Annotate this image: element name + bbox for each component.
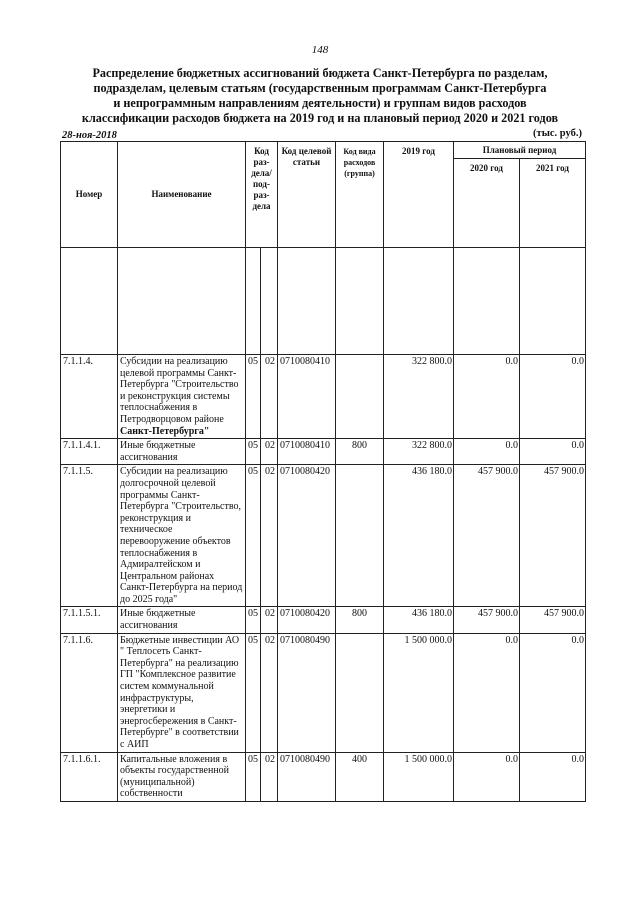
row-subsection: 02: [261, 355, 278, 439]
row-2021: 0.0: [520, 355, 586, 439]
header-planned-period: Плановый период: [454, 142, 586, 159]
title-line: классификации расходов бюджета на 2019 год и на плановый период 2020 и 2021 годов: [81, 111, 559, 125]
row-number: 7.1.1.4.: [61, 355, 118, 439]
header-expense-type-code: Код вида расходов (группа): [336, 142, 384, 248]
row-section: 05: [246, 465, 261, 607]
budget-table: [60, 141, 586, 802]
header-year-2019: 2019 год: [384, 142, 454, 248]
table-row: [61, 752, 586, 801]
row-2019: 322 800.0: [384, 355, 454, 439]
row-target: 0710080410: [278, 355, 336, 439]
row-2019: 322 800.0: [384, 439, 454, 465]
row-section: 05: [246, 439, 261, 465]
row-name: Иные бюджетные ассигнования: [118, 607, 246, 633]
row-2020: 457 900.0: [454, 465, 520, 607]
table-row: [61, 465, 586, 607]
row-type: 800: [336, 439, 384, 465]
row-number: 7.1.1.5.: [61, 465, 118, 607]
title-line: Распределение бюджетных ассигнований бюджета Санкт-Петербурга по разделам,: [92, 66, 548, 80]
header-year-2020: 2020 год: [454, 159, 520, 248]
units-label: (тыс. руб.): [533, 128, 582, 139]
row-name: Субсидии на реализацию целевой программы Санкт-Петербурга "Строительство и реконструкция системы теплоснабжения в Петродворцовом районе Санкт-Петербурга": [118, 355, 246, 439]
row-number: 7.1.1.4.1.: [61, 439, 118, 465]
row-subsection: 02: [261, 752, 278, 801]
header-section-code: Код раз-дела/под-раз-дела: [246, 142, 278, 248]
row-target: 0710080490: [278, 752, 336, 801]
row-2020: 0.0: [454, 355, 520, 439]
row-2019: 436 180.0: [384, 607, 454, 633]
row-section: 05: [246, 752, 261, 801]
row-subsection: 02: [261, 465, 278, 607]
title-line: и непрограммным направлениям деятельности) и группам видов расходов: [113, 96, 527, 110]
document-title: [70, 66, 570, 126]
row-section: 05: [246, 633, 261, 752]
header-target-code: Код целевой статьи: [278, 142, 336, 248]
table-row: [61, 633, 586, 752]
title-line: подразделам, целевым статьям (государственным программам Санкт-Петербурга: [93, 81, 547, 95]
row-2021: 457 900.0: [520, 465, 586, 607]
row-subsection: 02: [261, 439, 278, 465]
row-target: 0710080420: [278, 607, 336, 633]
row-number: 7.1.1.5.1.: [61, 607, 118, 633]
row-2019: 1 500 000.0: [384, 752, 454, 801]
row-2019: 436 180.0: [384, 465, 454, 607]
row-type: [336, 355, 384, 439]
row-subsection: 02: [261, 607, 278, 633]
row-name: Бюджетные инвестиции АО " Теплосеть Санкт-Петербурга" на реализацию ГП "Комплексное развитие систем коммунальной инфраструктуры, энергетики и энергосбережения в Санкт-Петербурге" в соответствии с АИП: [118, 633, 246, 752]
row-2021: 0.0: [520, 633, 586, 752]
row-name: Субсидии на реализацию долгосрочной целевой программы Санкт-Петербурга "Строительство, реконструкция и техническое перевооружение объектов теплоснабжения в Адмиралтейском и Центральном районах Санкт-Петербурга на период до 2025 года": [118, 465, 246, 607]
row-2020: 457 900.0: [454, 607, 520, 633]
row-target: 0710080410: [278, 439, 336, 465]
spacer-row: [61, 248, 586, 355]
row-target: 0710080490: [278, 633, 336, 752]
header-year-2021: 2021 год: [520, 159, 586, 248]
row-type: [336, 633, 384, 752]
row-2021: 0.0: [520, 439, 586, 465]
header-number: Номер: [61, 142, 118, 248]
row-target: 0710080420: [278, 465, 336, 607]
row-2020: 0.0: [454, 752, 520, 801]
row-2021: 457 900.0: [520, 607, 586, 633]
page-number: 148: [311, 44, 329, 56]
table-row: [61, 607, 586, 633]
header-name: Наименование: [118, 142, 246, 248]
row-2019: 1 500 000.0: [384, 633, 454, 752]
row-type: 400: [336, 752, 384, 801]
row-type: [336, 465, 384, 607]
row-2020: 0.0: [454, 439, 520, 465]
row-section: 05: [246, 607, 261, 633]
row-number: 7.1.1.6.: [61, 633, 118, 752]
table-row: [61, 355, 586, 439]
row-section: 05: [246, 355, 261, 439]
row-name: Капитальные вложения в объекты государственной (муниципальной) собственности: [118, 752, 246, 801]
row-2021: 0.0: [520, 752, 586, 801]
row-type: 800: [336, 607, 384, 633]
row-subsection: 02: [261, 633, 278, 752]
row-number: 7.1.1.6.1.: [61, 752, 118, 801]
row-name: Иные бюджетные ассигнования: [118, 439, 246, 465]
table-row: [61, 439, 586, 465]
row-2020: 0.0: [454, 633, 520, 752]
document-date: 28-ноя-2018: [62, 130, 117, 141]
